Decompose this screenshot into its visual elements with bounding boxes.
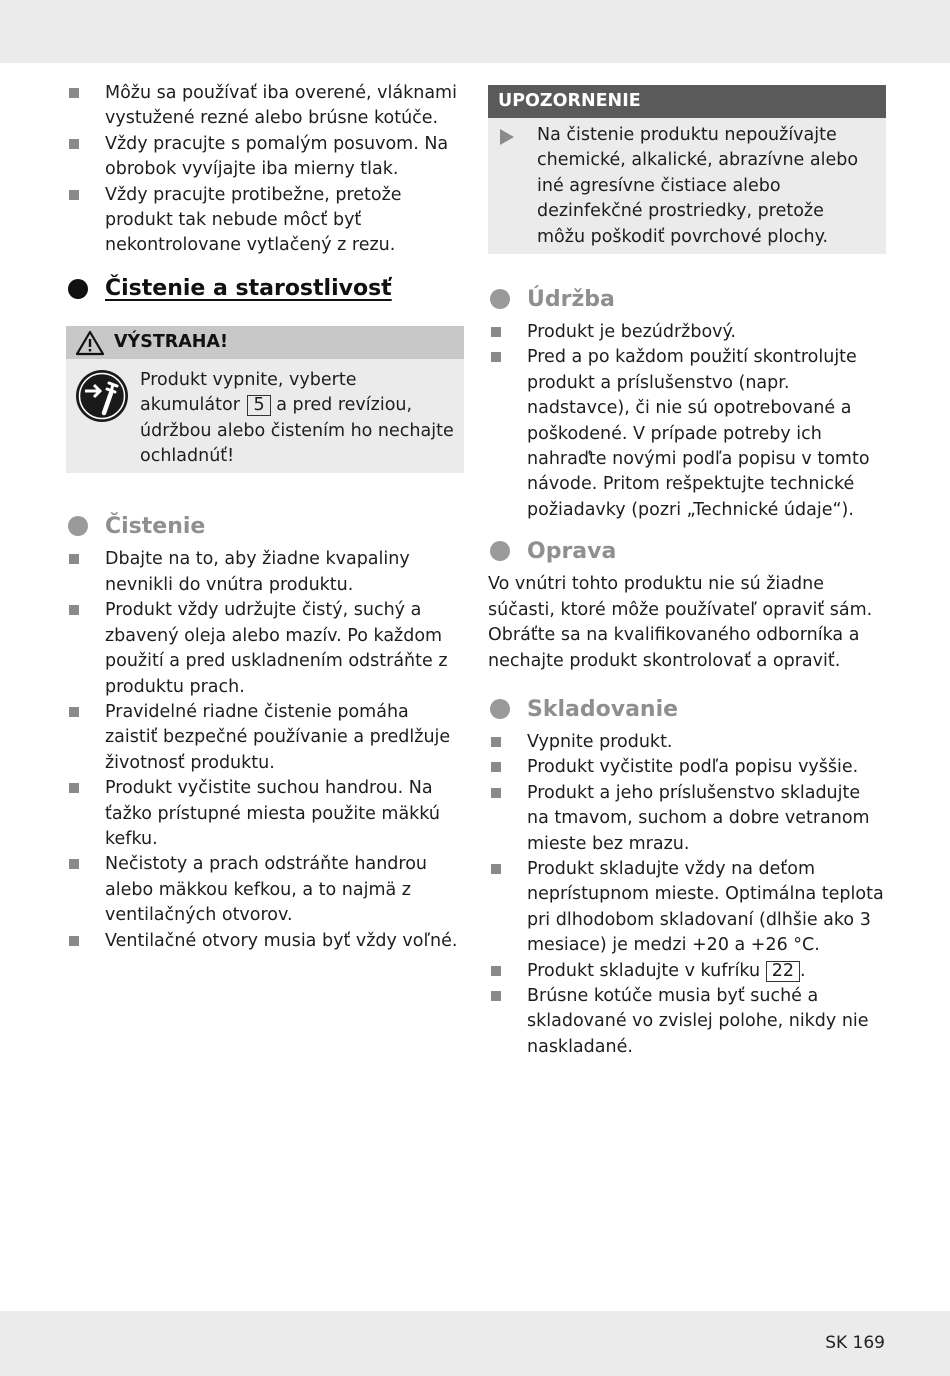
list-item: Vždy pracujte s pomalým posuvom. Na obrobok vyvíjajte iba mierny tlak. <box>66 132 464 183</box>
maintenance-list <box>488 320 886 523</box>
section-title: Čistenie a starostlivosť <box>105 275 392 301</box>
warning-header <box>66 326 464 359</box>
list-item: Ventilačné otvory musia byť vždy voľné. <box>66 929 464 954</box>
section-heading-repair <box>488 536 886 570</box>
notice-text: Na čistenie produktu nepoužívajte chemické, alkalické, abrazívne alebo iné agresívne čistiace alebo dezinfekčné prostriedky, pretože môžu poškodiť povrchové plochy. <box>537 125 859 247</box>
list-item: Produkt a jeho príslušenstvo skladujte na tmavom, suchom a dobre vetranom mieste bez mrazu. <box>488 781 886 857</box>
reference-number-box: 22 <box>766 961 800 982</box>
section-title: Čistenie <box>105 514 206 540</box>
list-item: Môžu sa používať iba overené, vláknami vystužené rezné alebo brúsne kotúče. <box>66 81 464 132</box>
notice-body <box>488 118 886 254</box>
list-item: Brúsne kotúče musia byť suché a skladované vo zvislej polohe, nikdy nie naskladané. <box>488 984 886 1060</box>
list-item: Vypnite produkt. <box>488 730 886 755</box>
reference-number-box: 5 <box>247 395 270 416</box>
right-column <box>488 85 886 1060</box>
notice-header <box>488 85 886 118</box>
page-number: SK 169 <box>825 1333 885 1353</box>
list-item: Produkt vyčistite suchou handrou. Na ťažko prístupné miesta použite mäkkú kefku. <box>66 776 464 852</box>
section-title: Údržba <box>527 287 615 313</box>
section-heading-cleaning <box>66 511 464 545</box>
list-item: Dbajte na to, aby žiadne kvapaliny nevnikli do vnútra produktu. <box>66 547 464 598</box>
bullet-dot-icon <box>490 289 510 309</box>
warning-body <box>66 359 464 474</box>
intro-list <box>66 81 464 259</box>
section-heading-maintenance <box>488 284 886 318</box>
left-column <box>66 81 464 954</box>
notice-title: UPOZORNENIE <box>498 91 641 111</box>
bottom-band <box>0 1311 950 1376</box>
list-item: Vždy pracujte protibežne, pretože produkt tak nebude môcť byť nekontrolovane vytlačený z rezu. <box>66 183 464 259</box>
section-title: Oprava <box>527 539 617 565</box>
list-item: Produkt vždy udržujte čistý, suchý a zbavený oleja alebo mazív. Po každom použití a pred uskladnením odstráňte z produktu prach. <box>66 598 464 700</box>
warning-text: Produkt vypnite, vyberte akumulátor <box>140 369 357 416</box>
repair-text: Vo vnútri tohto produktu nie sú žiadne súčasti, ktoré môže používateľ opraviť sám. Obráťte sa na kvalifikovaného odborníka a nechajte produkt skontrolovať a opraviť. <box>488 574 873 671</box>
bullet-dot-icon <box>68 279 88 299</box>
warning-text-cont: a pred revíziou, údržbou alebo čistením ho nechajte ochladnúť! <box>140 395 454 467</box>
list-item <box>488 959 886 984</box>
list-item: Pravidelné riadne čistenie pomáha zaistiť bezpečné používanie a predlžuje životnosť produktu. <box>66 700 464 776</box>
bullet-dot-icon <box>490 699 510 719</box>
list-item: Nečistoty a prach odstráňte handrou alebo mäkkou kefkou, a to najmä z ventilačných otvorov. <box>66 852 464 928</box>
storage-list <box>488 730 886 1060</box>
arrow-right-icon <box>500 129 514 145</box>
warning-triangle-icon <box>75 330 105 356</box>
notice-box <box>488 85 886 254</box>
bullet-dot-icon <box>490 541 510 561</box>
top-band <box>0 0 950 63</box>
remove-battery-icon <box>75 369 129 423</box>
list-item: Produkt je bezúdržbový. <box>488 320 886 345</box>
section-heading-storage <box>488 694 886 728</box>
list-item: Produkt vyčistite podľa popisu vyššie. <box>488 755 886 780</box>
list-item: Produkt skladujte vždy na deťom neprístupnom mieste. Optimálna teplota pri dlhodobom skladovaní (dlhšie ako 3 mesiace) je medzi +20 a +26 °C. <box>488 857 886 959</box>
cleaning-list <box>66 547 464 954</box>
bullet-dot-icon <box>68 516 88 536</box>
list-item: Pred a po každom použití skontrolujte produkt a príslušenstvo (napr. nadstavce), či nie sú opotrebované a poškodené. V prípade potreby ich nahraďte novými podľa popisu v tomto návode. Pritom rešpektujte technické požiadavky (pozri „Technické údaje“). <box>488 345 886 523</box>
section-title: Skladovanie <box>527 696 679 722</box>
case-item-text: Produkt skladujte v kufríku <box>527 960 761 981</box>
warning-box <box>66 326 464 474</box>
warning-title: VÝSTRAHA! <box>114 331 228 352</box>
section-heading-cleaning-care <box>66 273 464 307</box>
case-item-end: . <box>799 960 806 981</box>
